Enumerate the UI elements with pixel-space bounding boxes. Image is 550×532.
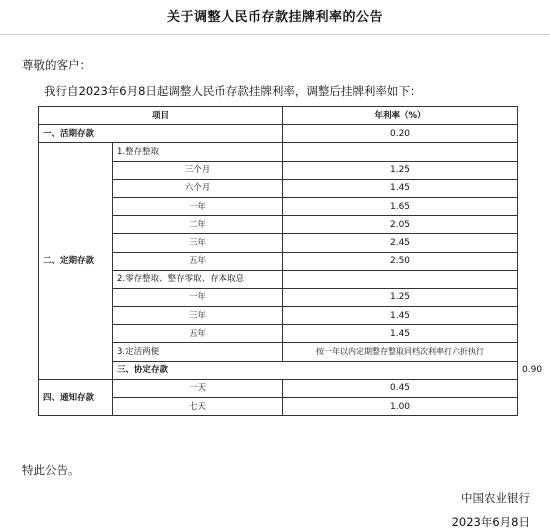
rate-cell: 1.65: [283, 197, 518, 215]
term-cell: 三年: [113, 307, 283, 325]
notice-title: 关于调整人民币存款挂牌利率的公告: [166, 10, 383, 25]
table-row: [39, 125, 518, 143]
table-row: [39, 379, 518, 397]
title-divider: [0, 34, 550, 35]
term-cell: 七天: [113, 398, 283, 416]
term-cell: 三个月: [113, 161, 283, 179]
demand-deposit-label: 一、活期存款: [39, 125, 283, 143]
table-row: 三、协定存款 0.90: [39, 361, 518, 379]
signature-date: 2023年6月8日: [451, 515, 530, 529]
closing-text: 特此公告。: [22, 463, 80, 477]
time-deposit-label: 二、定期存款: [39, 143, 113, 379]
rate-cell: 2.05: [283, 216, 518, 234]
term-cell: 二年: [113, 216, 283, 234]
header-item: 项目: [39, 107, 283, 125]
lump-sum-label: 1.整存整取: [113, 143, 283, 161]
rate-cell: 1.45: [283, 179, 518, 197]
installment-label: 2.零存整取、整存零取、存本取息: [113, 270, 283, 288]
demand-deposit-rate: 0.20: [283, 125, 518, 143]
rate-table: [38, 106, 543, 416]
rate-cell: 2.50: [283, 252, 518, 270]
term-cell: 六个月: [113, 179, 283, 197]
rate-cell: 1.00: [283, 398, 518, 416]
negotiated-deposit-label: 三、协定存款: [113, 361, 518, 379]
term-cell: 一天: [113, 379, 283, 397]
signature-bank: 中国农业银行: [461, 491, 530, 505]
table-header-row: [39, 107, 518, 125]
intro-paragraph: 我行自2023年6月8日起调整人民币存款挂牌利率，调整后挂牌利率如下：: [44, 84, 422, 98]
flexible-label: 3.定活两便: [113, 343, 283, 361]
term-cell: 一年: [113, 197, 283, 215]
rate-cell: 2.45: [283, 234, 518, 252]
rate-cell: 1.25: [283, 288, 518, 306]
rate-cell: 1.25: [283, 161, 518, 179]
notice-deposit-label: 四、通知存款: [39, 379, 113, 415]
table-row: [39, 143, 518, 161]
flexible-note: 按一年以内定期整存整取同档次利率打六折执行: [283, 343, 518, 361]
term-cell: 五年: [113, 325, 283, 343]
term-cell: 三年: [113, 234, 283, 252]
term-cell: 一年: [113, 288, 283, 306]
rate-cell: 1.45: [283, 325, 518, 343]
rate-cell: 0.45: [283, 379, 518, 397]
greeting: 尊敬的客户：: [22, 58, 91, 72]
term-cell: 五年: [113, 252, 283, 270]
header-rate: 年利率（%）: [283, 107, 518, 125]
rate-cell: 1.45: [283, 307, 518, 325]
